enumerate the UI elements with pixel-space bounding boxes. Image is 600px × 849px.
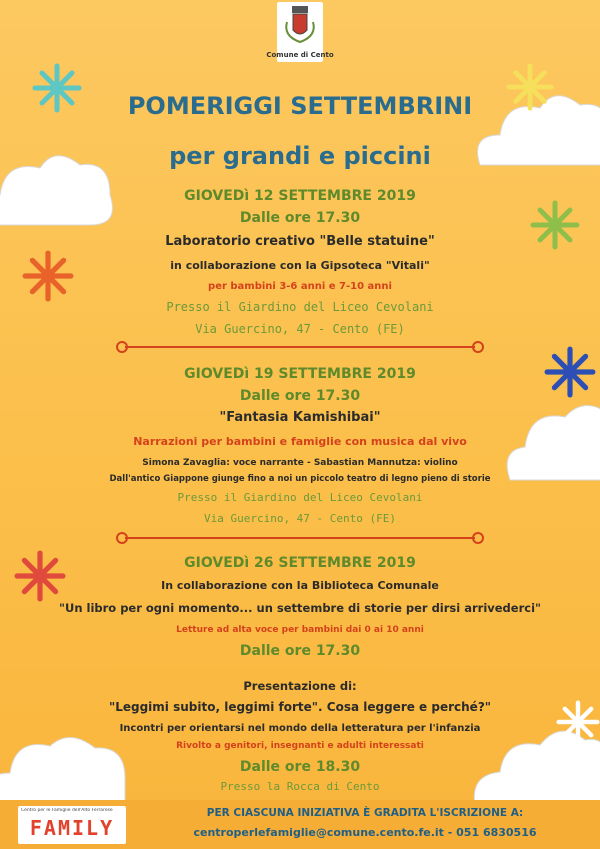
event3-meet: Incontri per orientarsi nel mondo della letteratura per l'infanzia [119, 723, 481, 734]
event1-ages: per bambini 3-6 anni e 7-10 anni [208, 281, 392, 292]
event2-venue2: Via Guercino, 47 - Cento (FE) [203, 512, 397, 525]
event3-time: Dalle ore 17.30 [239, 643, 361, 659]
event3-presentation: Presentazione di: [243, 679, 357, 693]
divider-1 [115, 340, 485, 354]
event2-name: "Fantasia Kamishibai" [219, 410, 381, 425]
registration-note: PER CIASCUNA INIZIATIVA È GRADITA L'ISCRIZIONE A: [206, 807, 524, 819]
family-wordmark: FAMILY [29, 816, 115, 840]
event2-venue1: Presso il Giardino del Liceo Cevolani [177, 491, 423, 504]
event1-venue1: Presso il Giardino del Liceo Cevolani [166, 300, 434, 314]
municipality-logo [266, 2, 334, 62]
municipality-name: Comune di Cento [266, 51, 334, 59]
divider-2 [115, 531, 485, 545]
event3-ages: Letture ad alta voce per bambini dai 0 ai 10 anni [176, 625, 424, 635]
event1-name: Laboratorio creativo "Belle statuine" [165, 234, 435, 249]
event2-time: Dalle ore 17.30 [239, 388, 361, 404]
event2-cast: Simona Zavaglia: voce narrante - Sabastian Mannutza: violino [142, 458, 458, 468]
event3-venue: Presso la Rocca di Cento [220, 780, 380, 793]
event3-book: "Leggimi subito, leggimi forte". Cosa leggere e perché?" [108, 700, 492, 714]
event3-time2: Dalle ore 18.30 [239, 759, 361, 775]
event2-note: Dall'antico Giappone giunge fino a noi un piccolo teatro di legno pieno di storie [109, 474, 491, 484]
family-logo [18, 806, 126, 844]
poster-title: POMERIGGI SETTEMBRINI [127, 92, 473, 120]
event2-date: GIOVEDì 19 SETTEMBRE 2019 [184, 366, 416, 382]
family-caption: Centro per le Famiglie dell'Alto Ferrarese [21, 808, 113, 813]
event3-name: "Un libro per ogni momento... un settembre di storie per dirsi arrivederci" [58, 601, 542, 615]
star-orange-icon [22, 250, 74, 302]
event1-collab: in collaborazione con la Gipsoteca "Vitali" [170, 259, 430, 272]
coat-of-arms-icon [277, 2, 323, 48]
event1-time: Dalle ore 17.30 [239, 210, 361, 226]
event2-desc: Narrazioni per bambini e famiglie con musica dal vivo [133, 435, 467, 448]
event3-collab: In collaborazione con la Biblioteca Comunale [161, 579, 439, 592]
event1-venue2: Via Guercino, 47 - Cento (FE) [195, 322, 405, 336]
contact-info[interactable]: centroperlefamiglie@comune.cento.fe.it - 051 6830516 [193, 826, 537, 839]
event1-date: GIOVEDì 12 SETTEMBRE 2019 [184, 188, 416, 204]
event3-date: GIOVEDì 26 SETTEMBRE 2019 [184, 555, 416, 571]
event3-audience: Rivolto a genitori, insegnanti e adulti interessati [176, 741, 424, 751]
poster-subtitle: per grandi e piccini [169, 142, 431, 170]
